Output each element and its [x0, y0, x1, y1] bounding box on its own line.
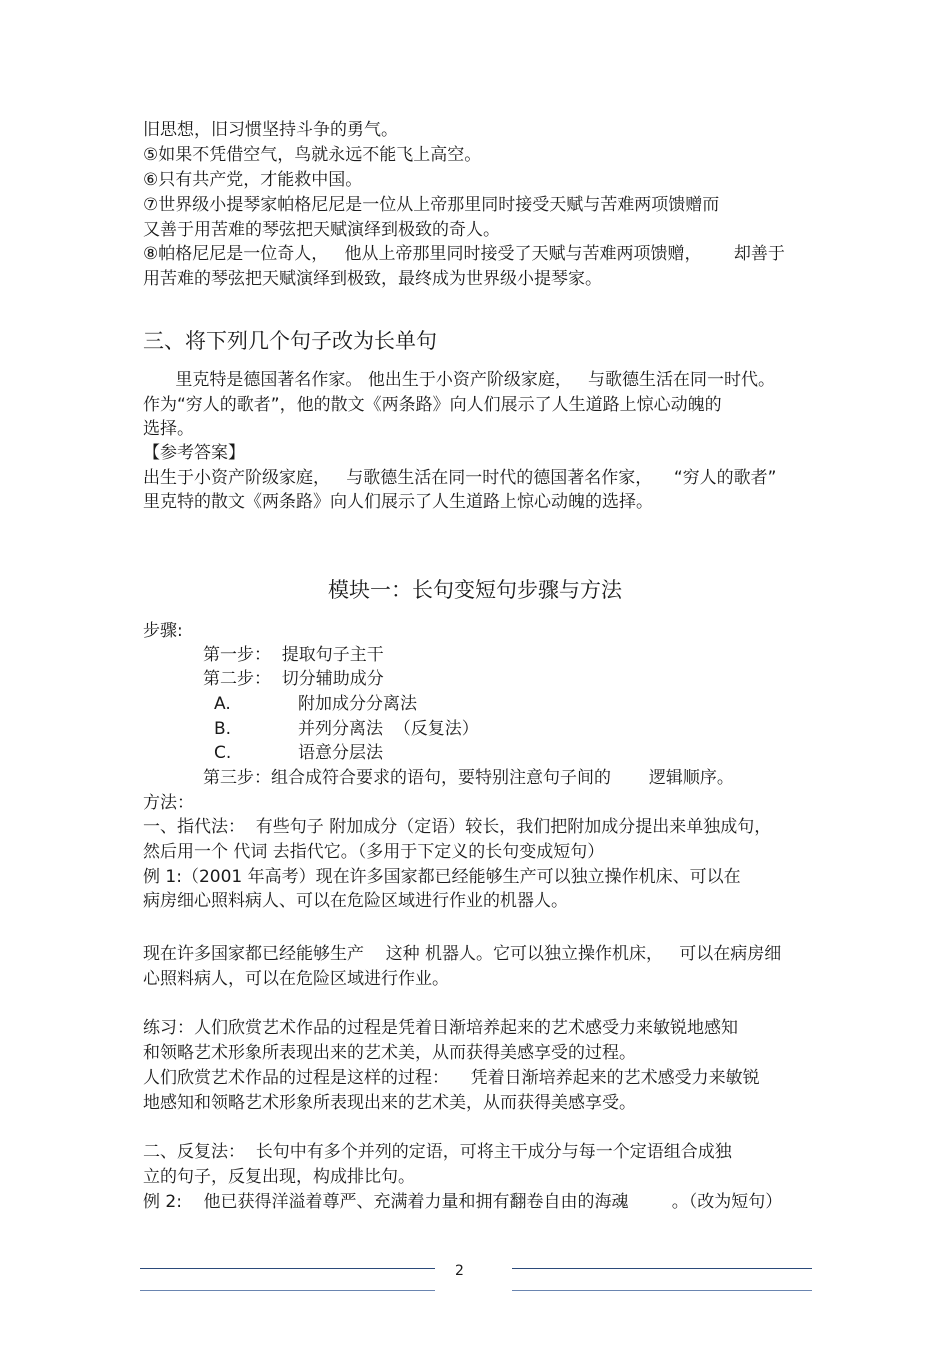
text-line: 练习：人们欣赏艺术作品的过程是凭着日渐培养起来的艺术感受力来敏锐地感知	[143, 1018, 738, 1038]
text-line: 立的句子，反复出现，构成排比句。	[143, 1167, 415, 1187]
text-line: 二、反复法： 长句中有多个并列的定语，可将主干成分与每一个定语组合成独	[143, 1142, 732, 1162]
text-line: ⑥只有共产党，才能救中国。	[143, 170, 363, 190]
footer-rule-right-top	[512, 1268, 812, 1269]
step-item: 第一步： 提取句子主干	[203, 645, 384, 665]
sub-step-letter: C.	[214, 743, 232, 763]
text-line: 人们欣赏艺术作品的过程是这样的过程： 凭着日渐培养起来的艺术感受力来敏锐	[143, 1068, 760, 1088]
section-heading: 三、将下列几个句子改为长单句	[143, 329, 437, 353]
footer-rule-right-bottom	[512, 1290, 812, 1291]
steps-label: 步骤:	[143, 621, 183, 641]
text-line: 和领略艺术形象所表现出来的艺术美，从而获得美感享受的过程。	[143, 1043, 636, 1063]
step-item: 第二步： 切分辅助成分	[203, 669, 384, 689]
text-line: 又善于用苦难的琴弦把天赋演绎到极致的奇人。	[143, 220, 500, 240]
sub-step-letter: B.	[214, 719, 232, 739]
text-line: 里克特是德国著名作家。 他出生于小资产阶级家庭， 与歌德生活在同一时代。	[143, 370, 776, 390]
text-line: 地感知和领略艺术形象所表现出来的艺术美，从而获得美感享受。	[143, 1093, 636, 1113]
text-line: 一、指代法： 有些句子 附加成分（定语）较长，我们把附加成分提出来单独成句，	[143, 817, 772, 837]
text-line: 出生于小资产阶级家庭， 与歌德生活在同一时代的德国著名作家， “穷人的歌者”	[143, 468, 777, 488]
text-line: 例 2: 他已获得洋溢着尊严、充满着力量和拥有翻卷自由的海魂 。（改为短句）	[143, 1192, 783, 1212]
text-line: 例 1:（2001 年高考）现在许多国家都已经能够生产可以独立操作机床、可以在	[143, 867, 741, 887]
text-line: 然后用一个 代词 去指代它。（多用于下定义的长句变成短句）	[143, 842, 605, 862]
module-title: 模块一：长句变短句步骤与方法	[328, 578, 622, 602]
text-line: 病房细心照料病人、可以在危险区域进行作业的机器人。	[143, 891, 568, 911]
page-number: 2	[455, 1263, 464, 1279]
methods-label: 方法：	[143, 793, 194, 813]
text-line: 现在许多国家都已经能够生产 这种 机器人。它可以独立操作机床， 可以在病房细	[143, 944, 782, 964]
text-line: ⑧帕格尼尼是一位奇人， 他从上帝那里同时接受了天赋与苦难两项馈赠， 却善于	[143, 244, 785, 264]
sub-step-letter: A.	[214, 694, 231, 714]
text-line: 心照料病人，可以在危险区域进行作业。	[143, 969, 449, 989]
footer-rule-left-bottom	[140, 1290, 435, 1291]
text-line: 旧思想，旧习惯坚持斗争的勇气。	[143, 120, 398, 140]
text-line: 用苦难的琴弦把天赋演绎到极致，最终成为世界级小提琴家。	[143, 269, 602, 289]
sub-step-text: 并列分离法 （反复法）	[298, 719, 479, 739]
text-line: 作为“穷人的歌者”，他的散文《两条路》向人们展示了人生道路上惊心动魄的	[143, 395, 722, 415]
text-line: ⑦世界级小提琴家帕格尼尼是一位从上帝那里同时接受天赋与苦难两项馈赠而	[143, 195, 720, 215]
sub-step-text: 附加成分分离法	[298, 694, 417, 714]
text-line: 里克特的散文《两条路》向人们展示了人生道路上惊心动魄的选择。	[143, 492, 653, 512]
text-line: 选择。	[143, 419, 194, 439]
step-item: 第三步：组合成符合要求的语句，要特别注意句子间的 逻辑顺序。	[203, 768, 734, 788]
answer-label: 【参考答案】	[143, 443, 245, 463]
sub-step-text: 语意分层法	[298, 743, 383, 763]
footer-rule-left-top	[140, 1268, 435, 1269]
text-line: ⑤如果不凭借空气，鸟就永远不能飞上高空。	[143, 145, 482, 165]
